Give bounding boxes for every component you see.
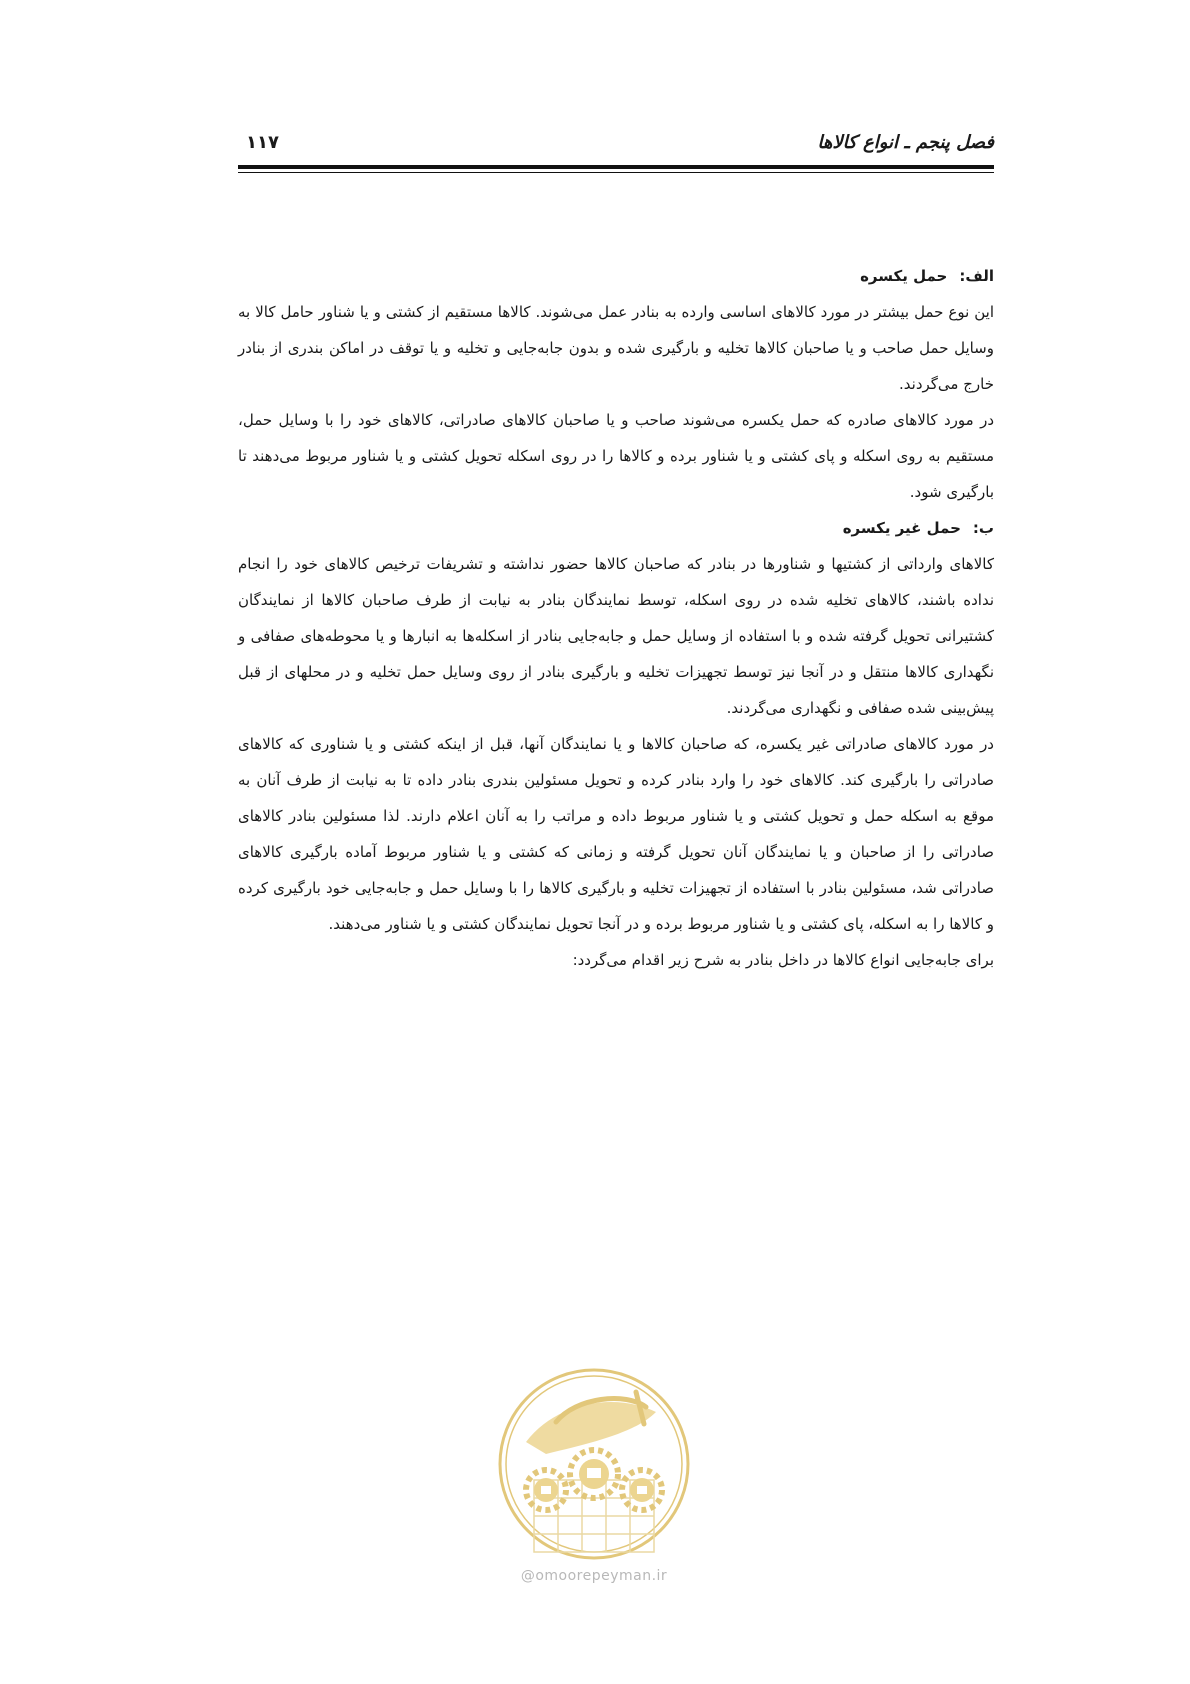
paragraph: در مورد کالاهای صادراتی غیر یکسره، که صاحبان کالاها و یا نمایندگان آنها، قبل از اینکه کشتی و یا شناوری که کالاهای صادراتی را بارگیری کند. کالاهای خود را وارد بنادر کرده و تحویل مسئولین بندری بنادر داده تا به نیابت از طرف آنان به موقع به اسکله حمل و تحویل کشتی و یا شناور مربوط داده و مراتب را به آنان اعلام دارند. لذا مسئولین بنادر کالاهای صادراتی را از صاحبان و یا نمایندگان آنان تحویل گرفته و زمانی که کشتی و یا شناور مربوط آماده بارگیری کالاهای صادراتی شد، مسئولین بنادر با استفاده از تجهیزات تخلیه و بارگیری کالاها را با وسایل حمل و جابه‌جایی خود بارگیری کرده و کالاها را به اسکله، پای کشتی و یا شناور مربوط برده و در آنجا تحویل نمایندگان کشتی و یا شناور می‌دهند. — [238, 735, 994, 933]
header-rule-thin — [238, 172, 994, 173]
paragraph: این نوع حمل بیشتر در مورد کالاهای اساسی وارده به بنادر عمل می‌شوند. کالاها مستقیم از کشتی و یا شناور حامل کالا به وسایل حمل صاحب و یا صاحبان کالاها تخلیه و بارگیری شده و بدون جابه‌جایی و تخلیه و یا توقف در اماکن بندری از بنادر خارج می‌گردند. — [238, 303, 994, 393]
watermark-logo — [486, 1362, 702, 1602]
paragraph: برای جابه‌جایی انواع کالاها در داخل بنادر به شرح زیر اقدام می‌گردد: — [572, 951, 994, 969]
page-header — [238, 128, 994, 158]
paragraph: کالاهای وارداتی از کشتیها و شناورها در بنادر که صاحبان کالاها حضور نداشته و تشریفات ترخیص کالاهای خود را انجام نداده باشند، کالاهای تخلیه شده در روی اسکله، توسط نمایندگان بنادر به نیابت از طرف صاحبان کالاها از نمایندگان کشتیرانی تحویل گرفته شده و با استفاده از وسایل حمل و جابه‌جایی بنادر از اسکله‌ها به انبارها و یا محوطه‌های صفافی و نگهداری کالاها منتقل و در آنجا نیز توسط تجهیزات تخلیه و بارگیری بنادر از روی وسایل حمل تخلیه و در محلهای از قبل پیش‌بینی شده صفافی و نگهداری می‌گردند. — [238, 555, 994, 717]
section-a-heading — [238, 258, 994, 294]
section-b-heading — [238, 510, 994, 546]
seal-icon — [486, 1362, 702, 1567]
page-number: ۱۱۷ — [246, 132, 279, 153]
section-b-marker: ب: — [972, 519, 994, 537]
body-text — [238, 258, 994, 978]
running-title: فصل پنجم ـ انواع کالاها — [817, 132, 994, 153]
header-rule-thick — [238, 165, 994, 169]
watermark-url: @omoorepeyman.ir — [520, 1568, 668, 1584]
section-a-title: حمل یکسره — [860, 267, 948, 285]
section-a-marker: الف: — [959, 267, 994, 285]
section-b-title: حمل غیر یکسره — [842, 519, 961, 537]
paragraph: در مورد کالاهای صادره که حمل یکسره می‌شوند صاحب و یا صاحبان کالاهای صادراتی، کالاهای خود را با وسایل حمل، مستقیم به روی اسکله و پای کشتی و یا شناور برده و کالاها را در روی اسکله تحویل کشتی و یا شناور مربوط می‌دهند تا بارگیری شود. — [238, 411, 994, 501]
